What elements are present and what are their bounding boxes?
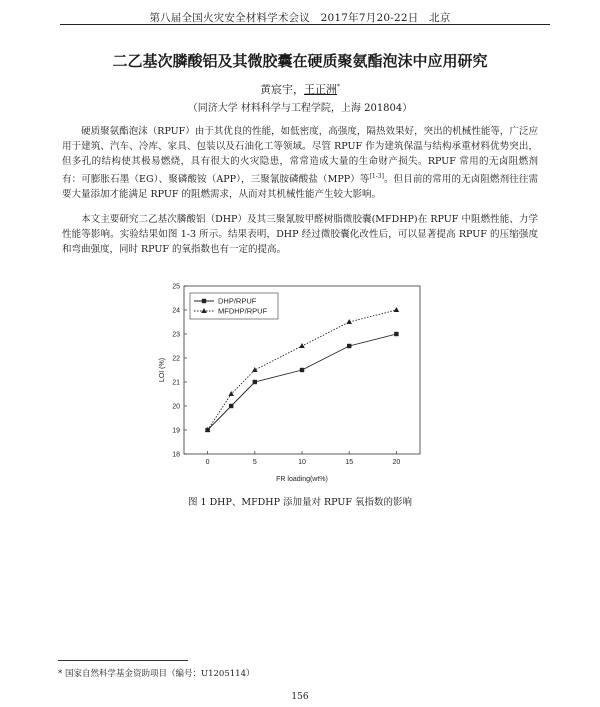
chart-layer [159, 284, 420, 484]
y-axis-label: LOI (%) [159, 357, 166, 383]
legend-label-dhp-rpuf: DHP/RPUF [218, 296, 257, 306]
data-point-mfdhp-rpuf [346, 319, 352, 324]
study-text: 本文主要研究二乙基次膦酸铝（DHP）及其三聚氰胺甲醛树脂微胶囊(MFDHP)在 RPUF 中阻燃性能、力学性能等影响。实验结果如图 1-3 所示。结果表明，DHP 经过微胶囊化改性后，可以显著提高 RPUF 的压缩强度和弯曲强度，同时 RPUF 的氧指数也有一定的提高。 [62, 214, 538, 255]
chart-legend [190, 293, 278, 319]
series-line-dhp-rpuf [208, 334, 397, 430]
author-corresponding: 王正洲 [304, 83, 337, 96]
data-point-dhp-rpuf [394, 332, 398, 336]
intro-text-b: 。但目前的常用的无卤阻燃剂往往需要大量添加才能满足 RPUF 的阻燃需求，从而对其机械性能产生较大影响。 [62, 174, 538, 201]
intro-text-a: 硬质聚氨酯泡沫（RPUF）由于其优良的性能，如低密度，高强度，隔热效果好，突出的机械性能等，广泛应用于建筑、汽车、冷库、家具、包装以及石油化工等领域。尽管 RPUF 作为建筑保温与结构承重材料优势突出，但多孔的结构使其极易燃烧，具有很大的火灾隐患，常常造成大量的生命财产损失。RPUF 常用的无卤阻燃剂有：可膨胀石墨（EG）、聚磷酸铵（APP），三聚氰胺磷酸盐（MPP）等 [62, 126, 538, 186]
author-line [0, 81, 600, 97]
data-point-dhp-rpuf [253, 380, 257, 384]
paper-title: 二乙基次膦酸铝及其微胶囊在硬质聚氨酯泡沫中应用研究 [112, 52, 488, 70]
y-tick-label: 20 [172, 403, 180, 411]
funding-footnote: * 国家自然科学基金资助项目（编号：U1205114） [58, 669, 255, 679]
x-tick-label: 5 [252, 459, 257, 466]
x-tick-label: 20 [392, 459, 401, 466]
data-point-dhp-rpuf [300, 368, 304, 372]
y-tick-label: 24 [172, 307, 180, 315]
data-point-mfdhp-rpuf [299, 343, 305, 348]
x-tick-label: 10 [298, 459, 306, 466]
paragraph-study [62, 212, 538, 257]
y-tick-label: 18 [172, 451, 180, 459]
data-point-dhp-rpuf [347, 344, 351, 348]
figure-caption: 图 1 DHP、MFDHP 添加量对 RPUF 氧指数的影响 [187, 497, 413, 508]
page-number: 156 [291, 692, 309, 702]
x-tick-label: 0 [205, 459, 210, 466]
data-point-dhp-rpuf [229, 404, 233, 408]
data-point-mfdhp-rpuf [394, 307, 400, 312]
y-tick-label: 23 [172, 331, 180, 339]
x-axis-label: FR loading(wt%) [276, 476, 328, 483]
y-tick-label: 25 [172, 283, 180, 291]
legend-label-mfdhp-rpuf: MFDHP/RPUF [218, 306, 268, 316]
corresponding-mark: * [337, 83, 340, 91]
running-header: 第八届全国火灾安全材料学术会议 2017年7月20-22日 北京 [149, 12, 451, 24]
y-tick-label: 19 [172, 427, 180, 435]
author-first: 黄宸宇， [260, 83, 304, 96]
y-tick-label: 22 [172, 355, 180, 363]
x-tick-label: 15 [345, 459, 354, 466]
affiliation: （同济大学 材料科学与工程学院，上海 201804） [187, 103, 413, 114]
loi-line-chart [150, 278, 450, 490]
paragraph-intro [62, 124, 538, 202]
legend-marker-dhp-rpuf [202, 299, 206, 303]
y-tick-label: 21 [172, 379, 180, 387]
citation-ref: [1-3] [369, 173, 384, 180]
header-rule [60, 24, 550, 25]
footnote-rule [58, 660, 188, 661]
